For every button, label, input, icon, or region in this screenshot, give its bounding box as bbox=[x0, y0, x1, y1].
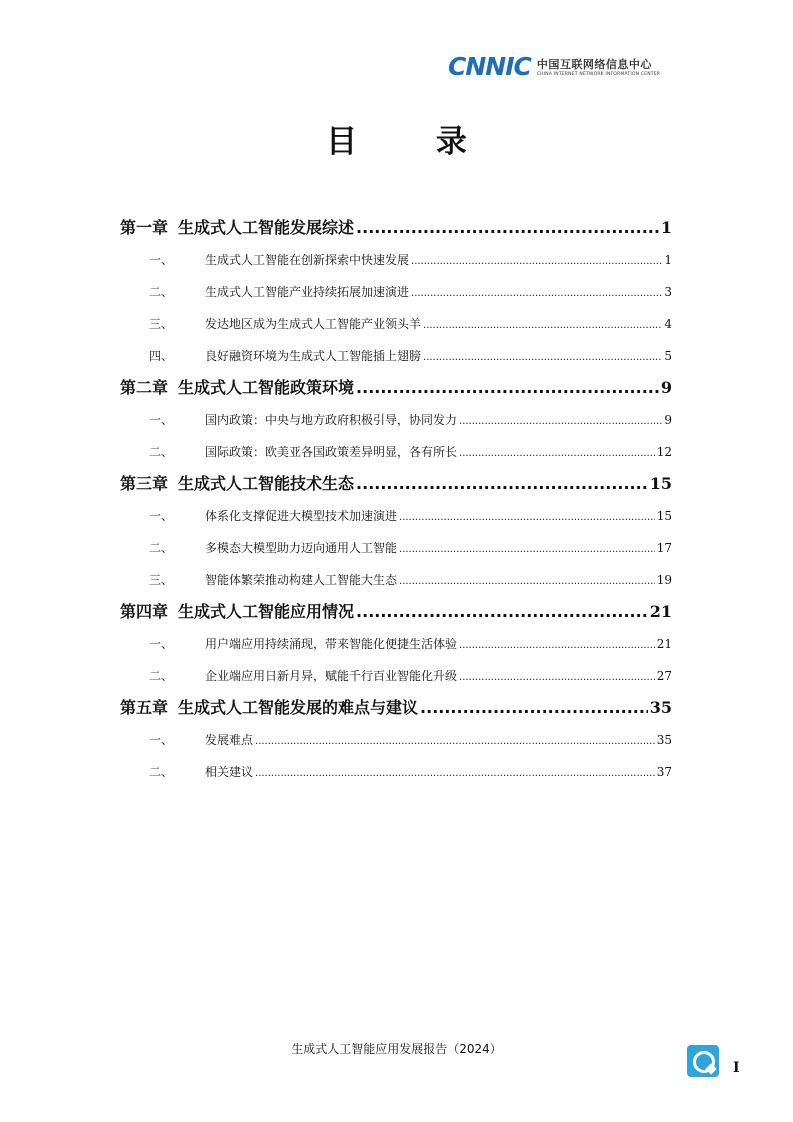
leader-dots bbox=[459, 436, 655, 470]
page-number: 1 bbox=[664, 253, 672, 267]
page-number: 21 bbox=[649, 602, 672, 621]
page-number: 17 bbox=[656, 541, 672, 555]
leader-dots bbox=[420, 692, 648, 724]
table-of-contents bbox=[120, 212, 672, 788]
section-title: 国际政策：欧美亚各国政策差异明显，各有所长 bbox=[205, 445, 458, 459]
section-title: 良好融资环境为生成式人工智能插上翅膀 bbox=[205, 349, 422, 363]
section-title: 发达地区成为生成式人工智能产业领头羊 bbox=[205, 317, 422, 331]
page-number: 35 bbox=[649, 698, 672, 717]
leader-dots bbox=[356, 596, 648, 628]
page-number: 4 bbox=[664, 317, 672, 331]
page-number: 3 bbox=[664, 285, 672, 299]
page-title: 目 录 bbox=[326, 124, 501, 160]
leader-dots bbox=[255, 756, 655, 790]
leader-dots bbox=[411, 244, 662, 278]
chapter-number: 第二章 bbox=[120, 378, 169, 397]
section-number: 一、 bbox=[149, 413, 174, 427]
logo-text bbox=[537, 56, 660, 77]
chapter-title: 生成式人工智能技术生态 bbox=[178, 474, 355, 493]
chapter-title: 生成式人工智能发展的难点与建议 bbox=[178, 698, 419, 717]
page-number: 15 bbox=[649, 474, 672, 493]
section-number: 一、 bbox=[149, 509, 174, 523]
leader-dots bbox=[423, 340, 662, 374]
section-title: 相关建议 bbox=[205, 765, 254, 779]
page-number: 12 bbox=[656, 445, 672, 459]
toc-section[interactable] bbox=[120, 404, 672, 436]
section-title: 体系化支撑促进大模型技术加速演进 bbox=[205, 509, 398, 523]
leader-dots bbox=[399, 532, 655, 566]
leader-dots bbox=[356, 372, 659, 404]
leader-dots bbox=[399, 564, 655, 598]
page-number: 5 bbox=[664, 349, 672, 363]
org-name-en: CHINA INTERNET NETWORK INFORMATION CENTER bbox=[536, 72, 661, 77]
section-title: 生成式人工智能产业持续拓展加速演进 bbox=[205, 285, 410, 299]
cnnic-logo bbox=[448, 52, 660, 81]
page-number: 19 bbox=[656, 573, 672, 587]
page-number: 15 bbox=[656, 509, 672, 523]
section-title: 生成式人工智能在创新探索中快速发展 bbox=[205, 253, 410, 267]
org-name-cn: 中国互联网络信息中心 bbox=[536, 58, 652, 71]
section-number: 二、 bbox=[149, 765, 174, 779]
section-title: 企业端应用日新月异，赋能千行百业智能化升级 bbox=[205, 669, 458, 683]
footer-report-title: 生成式人工智能应用发展报告（2024） bbox=[291, 1042, 502, 1056]
section-number: 一、 bbox=[149, 253, 174, 267]
toc-section[interactable] bbox=[120, 500, 672, 532]
chapter-title: 生成式人工智能政策环境 bbox=[178, 378, 355, 397]
section-number: 二、 bbox=[149, 285, 174, 299]
page-number: 35 bbox=[656, 733, 672, 747]
section-title: 国内政策：中央与地方政府积极引导，协同发力 bbox=[205, 413, 458, 427]
logo-mark: CNNIC bbox=[448, 52, 531, 81]
toc-section[interactable] bbox=[120, 436, 672, 468]
page-number: 37 bbox=[656, 765, 672, 779]
leader-dots bbox=[459, 628, 655, 662]
toc-chapter-1[interactable] bbox=[120, 212, 672, 244]
toc-chapter-3[interactable] bbox=[120, 468, 672, 500]
leader-dots bbox=[356, 212, 659, 244]
page-number: 9 bbox=[660, 378, 672, 397]
chapter-number: 第五章 bbox=[120, 698, 169, 717]
toc-section[interactable] bbox=[120, 628, 672, 660]
toc-section[interactable] bbox=[120, 308, 672, 340]
page-number: 9 bbox=[664, 413, 672, 427]
page-number: 1 bbox=[660, 218, 672, 237]
page-number-roman: I bbox=[733, 1060, 740, 1076]
section-title: 用户端应用持续涌现，带来智能化便捷生活体验 bbox=[205, 637, 458, 651]
section-number: 四、 bbox=[149, 349, 174, 363]
section-number: 三、 bbox=[149, 317, 174, 331]
toc-chapter-5[interactable] bbox=[120, 692, 672, 724]
section-number: 二、 bbox=[149, 541, 174, 555]
section-number: 二、 bbox=[149, 669, 174, 683]
section-number: 三、 bbox=[149, 573, 174, 587]
section-title: 发展难点 bbox=[205, 733, 254, 747]
toc-section[interactable] bbox=[120, 724, 672, 756]
leader-dots bbox=[399, 500, 655, 534]
page-number: 21 bbox=[656, 637, 672, 651]
toc-section[interactable] bbox=[120, 756, 672, 788]
toc-section[interactable] bbox=[120, 532, 672, 564]
chapter-title: 生成式人工智能发展综述 bbox=[178, 218, 355, 237]
toc-section[interactable] bbox=[120, 276, 672, 308]
section-title: 多模态大模型助力迈向通用人工智能 bbox=[205, 541, 398, 555]
toc-chapter-2[interactable] bbox=[120, 372, 672, 404]
chapter-number: 第四章 bbox=[120, 602, 169, 621]
chapter-number: 第三章 bbox=[120, 474, 169, 493]
toc-chapter-4[interactable] bbox=[120, 596, 672, 628]
leader-dots bbox=[255, 724, 655, 758]
magnifier-badge-icon bbox=[687, 1045, 719, 1077]
leader-dots bbox=[356, 468, 648, 500]
section-number: 二、 bbox=[149, 445, 174, 459]
chapter-number: 第一章 bbox=[120, 218, 169, 237]
leader-dots bbox=[459, 404, 662, 438]
leader-dots bbox=[423, 308, 662, 342]
section-number: 一、 bbox=[149, 733, 174, 747]
toc-section[interactable] bbox=[120, 660, 672, 692]
toc-section[interactable] bbox=[120, 564, 672, 596]
toc-section[interactable] bbox=[120, 244, 672, 276]
leader-dots bbox=[459, 660, 655, 694]
section-number: 一、 bbox=[149, 637, 174, 651]
leader-dots bbox=[411, 276, 662, 310]
chapter-title: 生成式人工智能应用情况 bbox=[178, 602, 355, 621]
section-title: 智能体繁荣推动构建人工智能大生态 bbox=[205, 573, 398, 587]
page-number: 27 bbox=[656, 669, 672, 683]
toc-section[interactable] bbox=[120, 340, 672, 372]
